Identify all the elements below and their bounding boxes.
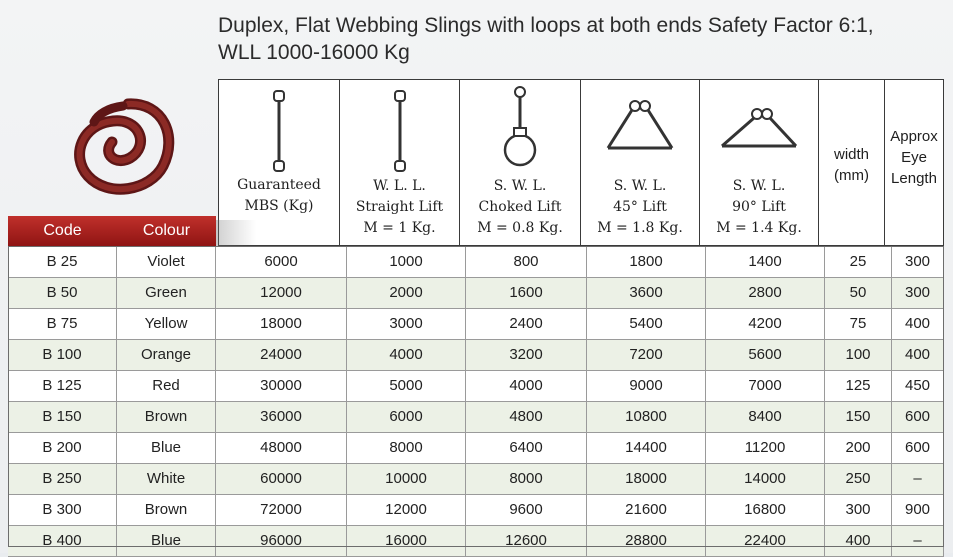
- header-straight-lift: [339, 79, 460, 246]
- cell-deg90: 4200: [706, 309, 825, 339]
- header-choked-lift: [459, 79, 581, 246]
- cell-eye: 300: [892, 278, 944, 308]
- cell-width: 400: [825, 526, 892, 556]
- cell-code: B 300: [8, 495, 117, 525]
- cell-deg45: 3600: [587, 278, 706, 308]
- deg45-label-2: 45° Lift: [613, 199, 667, 215]
- cell-deg90: 2800: [706, 278, 825, 308]
- cell-eye: 300: [892, 247, 944, 277]
- cell-code: B 200: [8, 433, 117, 463]
- cell-eye: 450: [892, 371, 944, 401]
- cell-choked: 4800: [466, 402, 587, 432]
- cell-colour: Brown: [117, 495, 216, 525]
- cell-width: 150: [825, 402, 892, 432]
- table-row: [8, 495, 944, 526]
- cell-width: 250: [825, 464, 892, 494]
- cell-colour: Brown: [117, 402, 216, 432]
- cell-colour: Blue: [117, 433, 216, 463]
- straight-label-2: Straight Lift: [355, 199, 444, 215]
- cell-deg90: 16800: [706, 495, 825, 525]
- cell-code: B 400: [8, 526, 117, 556]
- cell-choked: 9600: [466, 495, 587, 525]
- cell-choked: 6400: [466, 433, 587, 463]
- cell-mbs: 72000: [216, 495, 347, 525]
- cell-mbs: 18000: [216, 309, 347, 339]
- colour-header: Colour: [117, 216, 216, 246]
- cell-mbs: 6000: [216, 247, 347, 277]
- cell-choked: 2400: [466, 309, 587, 339]
- cell-code: B 250: [8, 464, 117, 494]
- cell-eye: 600: [892, 402, 944, 432]
- deg45-label-1: S. W. L.: [613, 178, 667, 194]
- cell-straight: 1000: [347, 247, 466, 277]
- width-label-2: (mm): [834, 167, 869, 184]
- cell-eye: –: [892, 464, 944, 494]
- cell-colour: White: [117, 464, 216, 494]
- deg45-label-3: M = 1.8 Kg.: [597, 220, 683, 236]
- choked-lift-icon: [500, 86, 540, 168]
- cell-width: 200: [825, 433, 892, 463]
- title-line-1: Duplex, Flat Webbing Slings with loops at both ends Safety Factor 6:1,: [218, 14, 874, 37]
- cell-straight: 6000: [347, 402, 466, 432]
- page-title: [218, 12, 938, 66]
- cell-colour: Violet: [117, 247, 216, 277]
- mbs-label-2: MBS (Kg): [244, 198, 314, 214]
- cell-deg45: 5400: [587, 309, 706, 339]
- choked-label-2: Choked Lift: [478, 199, 562, 215]
- cell-straight: 2000: [347, 278, 466, 308]
- header-width: [818, 79, 885, 246]
- cell-choked: 3200: [466, 340, 587, 370]
- cell-colour: Red: [117, 371, 216, 401]
- width-label-1: width: [833, 146, 870, 163]
- table-row: [8, 340, 944, 371]
- cell-deg90: 11200: [706, 433, 825, 463]
- basket-45-lift-icon: [600, 98, 680, 158]
- cell-mbs: 96000: [216, 526, 347, 556]
- cell-colour: Blue: [117, 526, 216, 556]
- deg90-label-3: M = 1.4 Kg.: [716, 220, 802, 236]
- cell-colour: Yellow: [117, 309, 216, 339]
- cell-code: B 125: [8, 371, 117, 401]
- header-45-lift: [580, 79, 700, 246]
- cell-straight: 8000: [347, 433, 466, 463]
- table-row: [8, 433, 944, 464]
- choked-label-1: S. W. L.: [493, 178, 547, 194]
- deg90-label-1: S. W. L.: [732, 178, 786, 194]
- cell-straight: 3000: [347, 309, 466, 339]
- cell-straight: 5000: [347, 371, 466, 401]
- header-90-lift: [699, 79, 819, 246]
- header-shadow: [216, 220, 256, 246]
- table-row: [8, 526, 944, 557]
- cell-eye: 400: [892, 340, 944, 370]
- cell-mbs: 36000: [216, 402, 347, 432]
- straight-lift-icon: [393, 90, 407, 172]
- cell-code: B 25: [8, 247, 117, 277]
- cell-choked: 1600: [466, 278, 587, 308]
- coiled-sling-icon: [68, 96, 188, 206]
- table-row: [8, 371, 944, 402]
- cell-eye: 900: [892, 495, 944, 525]
- cell-deg45: 14400: [587, 433, 706, 463]
- mbs-label-1: Guaranteed: [237, 177, 321, 193]
- deg90-label-2: 90° Lift: [732, 199, 786, 215]
- cell-deg45: 7200: [587, 340, 706, 370]
- cell-deg90: 1400: [706, 247, 825, 277]
- table-row: [8, 278, 944, 309]
- cell-deg45: 21600: [587, 495, 706, 525]
- cell-eye: –: [892, 526, 944, 556]
- cell-mbs: 48000: [216, 433, 347, 463]
- cell-deg90: 7000: [706, 371, 825, 401]
- cell-deg90: 8400: [706, 402, 825, 432]
- cell-code: B 150: [8, 402, 117, 432]
- cell-mbs: 60000: [216, 464, 347, 494]
- eye-label-3: Length: [891, 170, 937, 187]
- cell-deg45: 10800: [587, 402, 706, 432]
- cell-deg45: 18000: [587, 464, 706, 494]
- title-line-2: WLL 1000-16000 Kg: [218, 41, 410, 64]
- table-row: [8, 464, 944, 495]
- cell-width: 125: [825, 371, 892, 401]
- cell-straight: 16000: [347, 526, 466, 556]
- data-table: [8, 247, 944, 557]
- cell-mbs: 30000: [216, 371, 347, 401]
- cell-width: 300: [825, 495, 892, 525]
- cell-code: B 50: [8, 278, 117, 308]
- cell-colour: Orange: [117, 340, 216, 370]
- straight-sling-icon: [272, 90, 286, 172]
- cell-choked: 8000: [466, 464, 587, 494]
- table-row: [8, 402, 944, 433]
- straight-label-1: W. L. L.: [373, 178, 426, 194]
- code-header: Code: [8, 216, 117, 246]
- eye-label-2: Eye: [901, 149, 927, 166]
- cell-code: B 75: [8, 309, 117, 339]
- cell-straight: 4000: [347, 340, 466, 370]
- cell-straight: 12000: [347, 495, 466, 525]
- cell-choked: 4000: [466, 371, 587, 401]
- cell-deg45: 1800: [587, 247, 706, 277]
- cell-width: 75: [825, 309, 892, 339]
- cell-width: 50: [825, 278, 892, 308]
- cell-deg90: 14000: [706, 464, 825, 494]
- cell-eye: 600: [892, 433, 944, 463]
- choked-label-3: M = 0.8 Kg.: [477, 220, 563, 236]
- table-row: [8, 247, 944, 278]
- cell-straight: 10000: [347, 464, 466, 494]
- cell-colour: Green: [117, 278, 216, 308]
- table-row: [8, 309, 944, 340]
- straight-label-3: M = 1 Kg.: [363, 220, 436, 236]
- cell-eye: 400: [892, 309, 944, 339]
- cell-deg90: 22400: [706, 526, 825, 556]
- cell-width: 100: [825, 340, 892, 370]
- cell-deg45: 28800: [587, 526, 706, 556]
- basket-90-lift-icon: [716, 106, 802, 156]
- eye-label-1: Approx: [890, 128, 938, 145]
- cell-code: B 100: [8, 340, 117, 370]
- cell-mbs: 24000: [216, 340, 347, 370]
- cell-choked: 12600: [466, 526, 587, 556]
- cell-width: 25: [825, 247, 892, 277]
- cell-deg90: 5600: [706, 340, 825, 370]
- cell-choked: 800: [466, 247, 587, 277]
- header-eye-length: [884, 79, 944, 246]
- cell-deg45: 9000: [587, 371, 706, 401]
- cell-mbs: 12000: [216, 278, 347, 308]
